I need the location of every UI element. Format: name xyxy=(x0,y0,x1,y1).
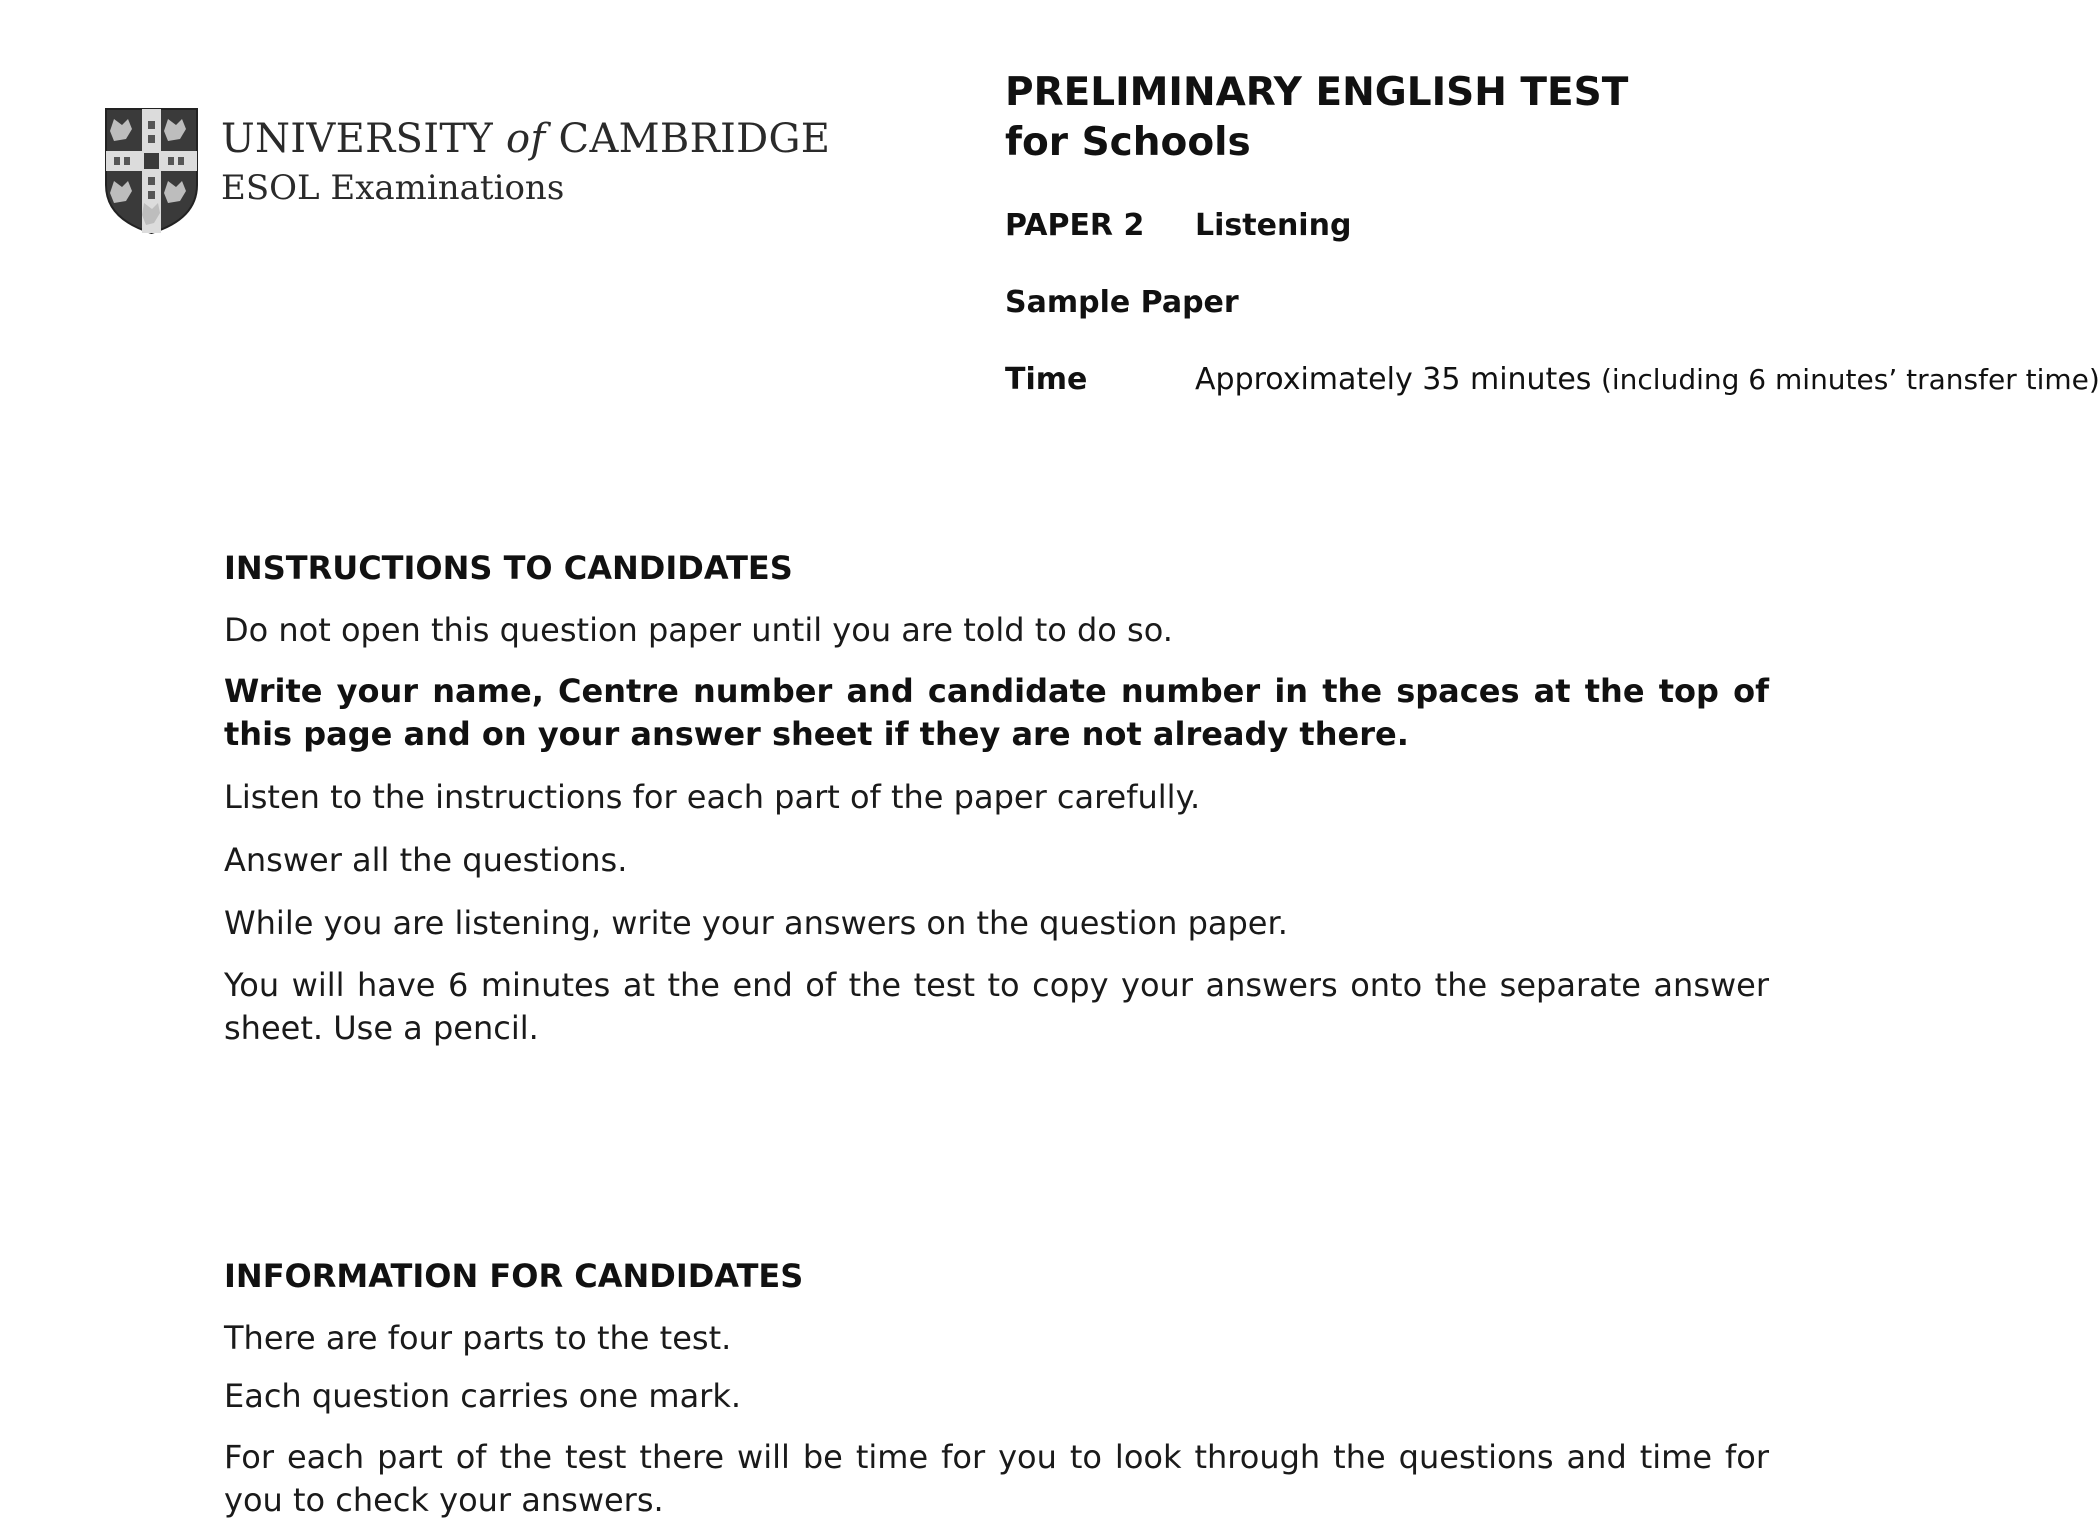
instruction-item: Listen to the instructions for each part of the paper carefully. xyxy=(224,778,1201,816)
paper-row xyxy=(1005,208,1352,243)
information-item: For each part of the test there will be time for you to look through the questions and time for you to check your answers. xyxy=(224,1438,1769,1519)
instruction-item: You will have 6 minutes at the end of the test to copy your answers onto the separate answer sheet. Use a pencil. xyxy=(224,966,1769,1047)
information-item: Each question carries one mark. xyxy=(224,1377,742,1415)
test-title-line1: PRELIMINARY ENGLISH TEST xyxy=(1005,70,1629,115)
cambridge-crest-icon xyxy=(104,107,199,235)
instruction-item: While you are listening, write your answers on the question paper. xyxy=(224,904,1288,942)
cambridge-esol-logo xyxy=(104,107,830,235)
logo-wordmark xyxy=(221,107,830,213)
instruction-item: Answer all the questions. xyxy=(224,841,628,879)
information-item: There are four parts to the test. xyxy=(224,1319,732,1357)
time-row xyxy=(1005,362,2100,397)
instructions-section xyxy=(224,547,1769,1050)
sample-paper-label: Sample Paper xyxy=(1005,285,1239,320)
logo-university-name: UNIVERSITY of CAMBRIDGE xyxy=(221,116,831,162)
test-title xyxy=(1005,68,1628,168)
instruction-item-bold: Write your name, Centre number and candidate number in the spaces at the top of this page and on your answer sheet if they are not already there. xyxy=(224,672,1769,753)
instruction-item: Do not open this question paper until you are told to do so. xyxy=(224,611,1173,649)
information-heading: INFORMATION FOR CANDIDATES xyxy=(224,1257,804,1295)
information-section xyxy=(224,1255,1769,1522)
time-value: Approximately 35 minutes xyxy=(1195,362,1592,397)
time-value-wrap xyxy=(1195,362,2100,397)
paper-value: Listening xyxy=(1195,208,1352,243)
paper-label: PAPER 2 xyxy=(1005,208,1145,243)
instructions-heading: INSTRUCTIONS TO CANDIDATES xyxy=(224,549,793,587)
logo-subtitle: ESOL Examinations xyxy=(221,168,565,208)
test-title-line2: for Schools xyxy=(1005,120,1251,165)
time-label: Time xyxy=(1005,362,1088,397)
time-note: (including 6 minutes’ transfer time) xyxy=(1600,363,2100,396)
